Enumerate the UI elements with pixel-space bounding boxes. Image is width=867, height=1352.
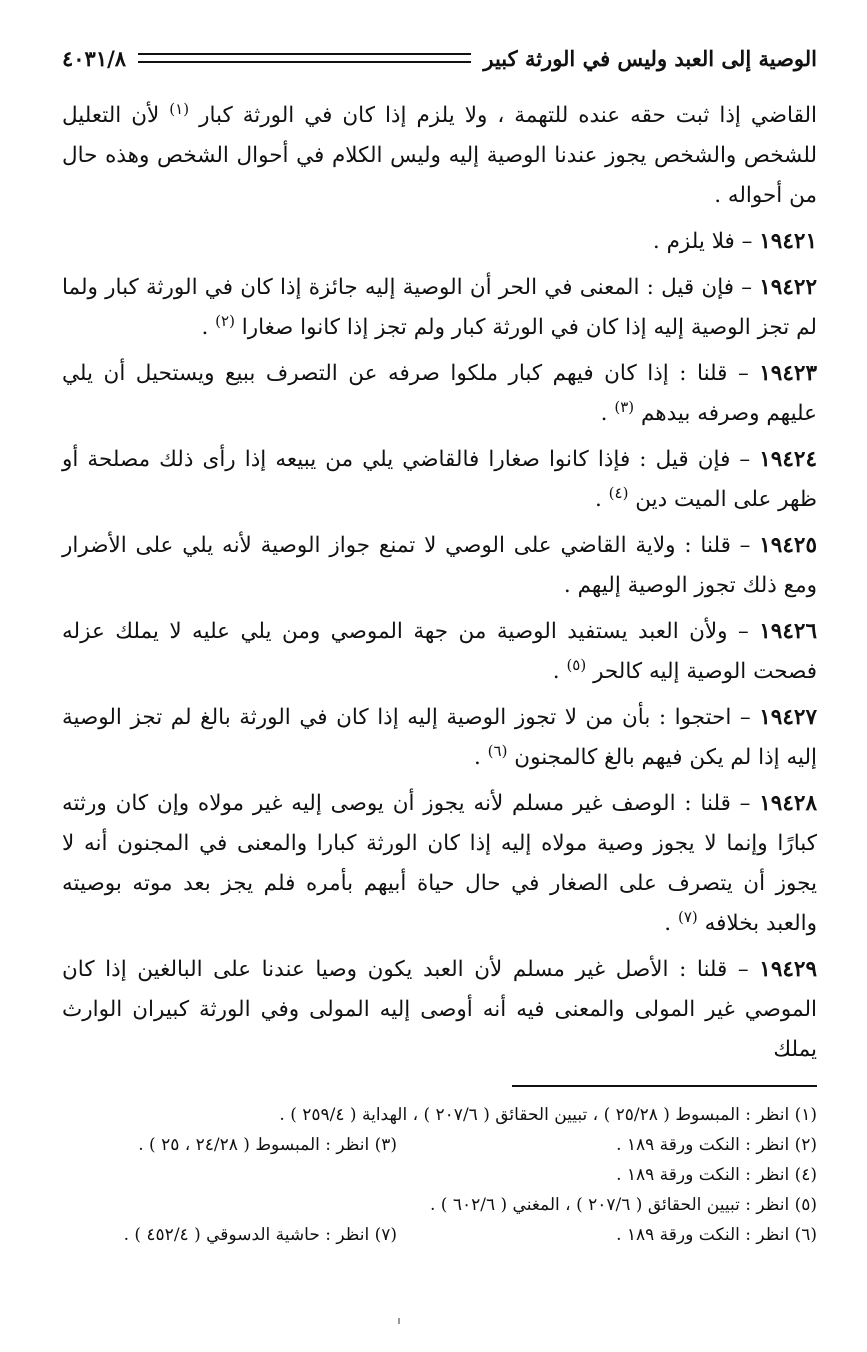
paragraph: [62, 612, 817, 692]
footnote-row: [90, 1190, 817, 1220]
paragraph: [62, 222, 817, 262]
footnote-reference: (٢): [215, 311, 235, 330]
footnote: (٤) انظر : النكت ورقة ١٨٩ .: [616, 1165, 817, 1185]
footnote-reference: (٦): [487, 741, 508, 760]
footnote-row: [90, 1220, 817, 1250]
paragraph-tail: .: [552, 659, 560, 684]
paragraph: [62, 784, 817, 944]
footnote: (٥) انظر : تبيين الحقائق ( ٢٠٧/٦ ) ، المغني ( ٦٠٢/٦ ) .: [430, 1195, 817, 1215]
paragraph-number: ١٩٤٢٤: [759, 447, 817, 472]
paragraph: [62, 268, 817, 348]
footnote-reference: (٣): [614, 397, 635, 416]
paragraph-text: – فلا يلزم .: [652, 229, 753, 254]
page-number: ٤٠٣١/٨: [62, 45, 127, 71]
paragraph-text: القاضي إذا ثبت حقه عنده للتهمة ، ولا يلزم إذا كان في الورثة كبار: [199, 103, 817, 128]
paragraph-number: ١٩٤٢٨: [759, 791, 817, 816]
paragraph: [62, 526, 817, 606]
footnote-reference: (٧): [677, 907, 698, 926]
footnote-separator: [512, 1085, 817, 1087]
paragraph: [62, 354, 817, 434]
paragraph-text: – احتجوا : بأن من لا تجوز الوصية إليه إذا كان في الورثة بالغ لم تجز الوصية إليه إذا لم يكن فيهم بالغ كالمجنون: [62, 705, 817, 770]
paragraph-number: ١٩٤٢٣: [759, 361, 817, 386]
paragraph-text: – ولأن العبد يستفيد الوصية من جهة الموصي ومن يلي عليه لا يملك عزله فصحت الوصية إليه كالحر: [62, 619, 817, 684]
paragraph-number: ١٩٤٢٢: [759, 275, 817, 300]
header-rule: [138, 53, 471, 63]
paragraph-text: – فإن قيل : فإذا كانوا صغارا فالقاضي يلي من يبيعه إذا رأى ذلك مصلحة أو ظهر على الميت دين: [62, 447, 817, 512]
paragraph-number: ١٩٤٢٦: [759, 619, 817, 644]
paragraph-number: ١٩٤٢٧: [759, 705, 817, 730]
footnote: (٣) انظر : المبسوط ( ٢٤/٢٨ ، ٢٥ ) .: [138, 1135, 397, 1155]
paragraph: [62, 698, 817, 778]
paragraph-tail: .: [201, 315, 209, 340]
paragraph-text: – قلنا : إذا كان فيهم كبار ملكوا صرفه عن التصرف ببيع ويستحيل أن يلي عليهم وصرفه بيدهم: [62, 361, 817, 426]
paragraph-text: – قلنا : الأصل غير مسلم لأن العبد يكون وصيا عندنا على البالغين إذا كان الموصي غير المولى والمعنى فيه أنه أوصى إليه المولى وفي الورثة كبيران الوارث يملك: [62, 957, 817, 1062]
scan-mark: [398, 1318, 400, 1324]
paragraph: [62, 440, 817, 520]
footnotes: [90, 1100, 817, 1250]
paragraph-tail: لأن التعليل للشخص والشخص يجوز عندنا الوصية إليه وليس الكلام في أحوال الشخص وهذه حال من أحواله .: [62, 103, 817, 208]
paragraph-number: ١٩٤٢١: [759, 229, 817, 254]
paragraph: [62, 96, 817, 216]
footnote-row: [90, 1130, 817, 1160]
paragraph-tail: .: [473, 745, 481, 770]
paragraph-tail: .: [594, 487, 602, 512]
header-title: الوصية إلى العبد وليس في الورثة كبير: [483, 45, 817, 71]
running-header: [62, 38, 817, 78]
footnote: (٢) انظر : النكت ورقة ١٨٩ .: [616, 1135, 817, 1155]
footnote: (٧) انظر : حاشية الدسوقي ( ٤٥٢/٤ ) .: [123, 1225, 397, 1245]
paragraph-tail: .: [600, 401, 608, 426]
paragraph-tail: .: [664, 911, 672, 936]
paragraph-number: ١٩٤٢٩: [759, 957, 818, 982]
footnote-row: [90, 1160, 817, 1190]
paragraph-text: – قلنا : الوصف غير مسلم لأنه يجوز أن يوصى إليه غير مولاه وإن كان ورثته كبارًا وإنما لا يجوز وصية مولاه إليه إذا كان الورثة كبارا والمعنى في المجنون أنه لا يجوز أن يتصرف على الصغار في حال حياة أبيهم بأمره فلم يجز بعد موته بوصيته والعبد بخلافه: [62, 791, 817, 936]
footnote-reference: (٥): [566, 655, 587, 674]
paragraph-text: – فإن قيل : المعنى في الحر أن الوصية إليه جائزة إذا كان في الورثة كبار ولما لم تجز الوصية إليه إذا كان في الورثة كبار ولم تجز إذا كانوا صغارا: [62, 275, 817, 340]
main-text: [62, 96, 817, 1076]
footnote-reference: (١): [169, 99, 190, 118]
footnote: (١) انظر : المبسوط ( ٢٥/٢٨ ) ، تبيين الحقائق ( ٢٠٧/٦ ) ، الهداية ( ٢٥٩/٤ ) .: [279, 1105, 817, 1125]
paragraph-number: ١٩٤٢٥: [759, 533, 817, 558]
paragraph: [62, 950, 817, 1070]
footnote-reference: (٤): [608, 483, 629, 502]
paragraph-text: – قلنا : ولاية القاضي على الوصي لا تمنع جواز الوصية لأنه يلي على الأضرار ومع ذلك تجوز الوصية إليهم .: [62, 533, 817, 598]
footnote: (٦) انظر : النكت ورقة ١٨٩ .: [616, 1225, 817, 1245]
footnote-row: [90, 1100, 817, 1130]
